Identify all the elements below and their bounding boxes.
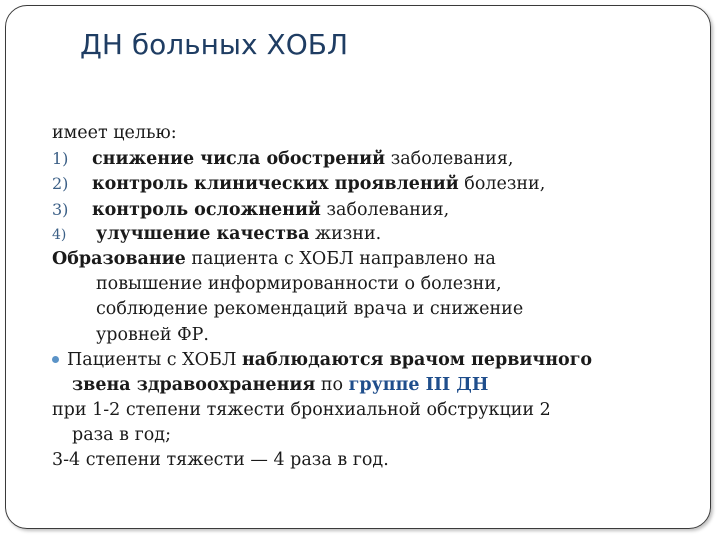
bullet-item	[52, 348, 692, 373]
bullet-group: группе III ДН	[348, 374, 489, 395]
frequency-line: при 1-2 степени тяжести бронхиальной обструкции 2	[52, 400, 551, 421]
bullet-mid: по	[315, 374, 349, 395]
goal-item	[52, 171, 692, 196]
goal-number: 2)	[52, 174, 69, 194]
goal-rest: жизни.	[309, 223, 382, 244]
goal-bold: контроль осложнений	[92, 199, 321, 220]
goal-item	[52, 222, 692, 247]
goal-number: 3)	[52, 199, 69, 219]
bullet-icon	[52, 356, 59, 363]
goal-rest: заболевания,	[320, 199, 450, 220]
frequency-line: 3-4 степени тяжести — 4 раза в год.	[52, 450, 389, 471]
goal-bold: снижение числа обострений	[92, 149, 386, 170]
bullet-pre: Пациенты с ХОБЛ	[67, 349, 242, 370]
education-line	[52, 247, 692, 272]
slide-title: ДН больных ХОБЛ	[80, 28, 348, 61]
education-line: повышение информированности о болезни,	[96, 274, 502, 295]
education-bold: Образование	[52, 248, 186, 269]
goal-item	[52, 197, 692, 222]
bullet-bold: наблюдаются врачом первичного	[242, 349, 593, 370]
goal-item	[52, 146, 692, 171]
goal-number: 4)	[52, 226, 67, 243]
goal-bold: контроль клинических проявлений	[92, 174, 459, 195]
education-line: соблюдение рекомендаций врача и снижение	[96, 299, 524, 320]
goal-rest: болезни,	[458, 174, 546, 195]
goal-bold: улучшение качества	[96, 223, 310, 244]
frequency-line: раза в год;	[72, 425, 171, 446]
goal-number: 1)	[52, 149, 69, 169]
bullet-bold: звена здравоохранения	[72, 374, 316, 395]
bullet-continuation	[52, 373, 692, 398]
slide-body	[52, 121, 692, 474]
education-text: пациента с ХОБЛ направлено на	[185, 248, 496, 269]
education-line: уровней ФР.	[96, 324, 209, 345]
intro-text: имеет целью:	[52, 123, 177, 143]
goal-rest: заболевания,	[385, 149, 514, 170]
